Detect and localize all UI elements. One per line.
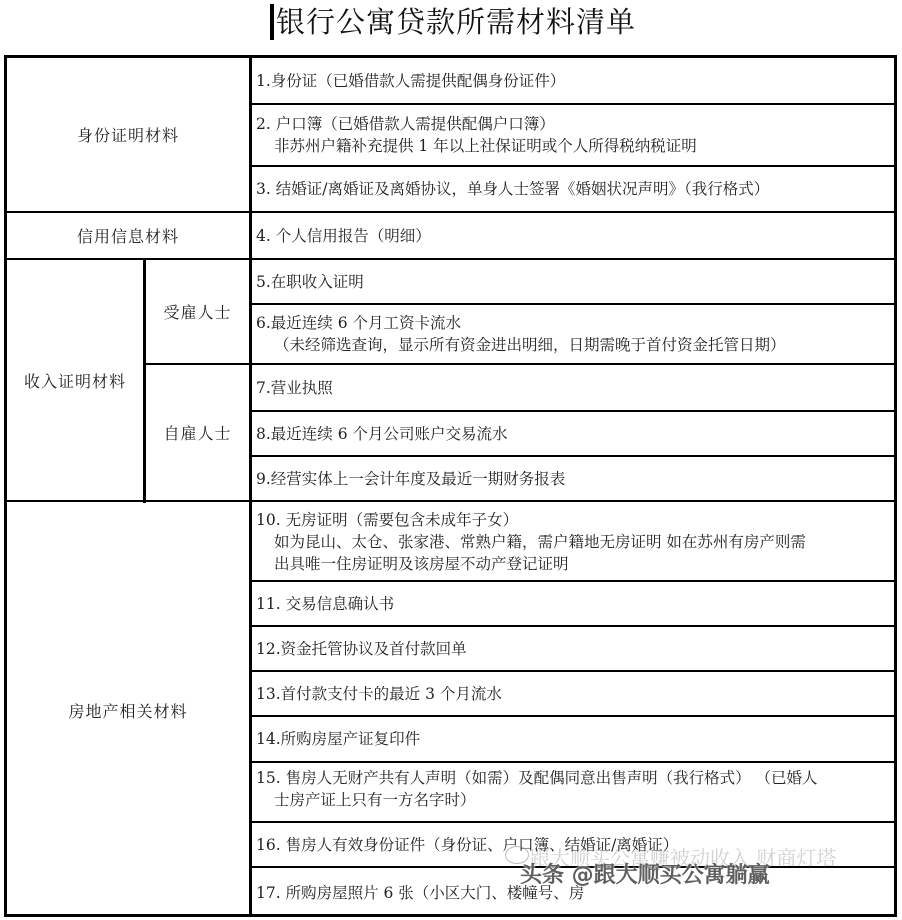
item-subtext: 如为昆山、太仓、张家港、常熟户籍，需户籍地无房证明 如在苏州有房产则需 bbox=[274, 532, 806, 551]
item-subtext: 出具唯一住房证明及该房屋不动产登记证明 bbox=[274, 554, 569, 573]
item-15 bbox=[252, 763, 894, 821]
item-6 bbox=[252, 305, 894, 363]
row-divider bbox=[249, 580, 894, 582]
text-cursor bbox=[270, 4, 274, 40]
document-header bbox=[0, 0, 902, 52]
category-income bbox=[7, 260, 143, 500]
row-divider bbox=[249, 670, 894, 672]
item-text: 4. 个人信用报告（明细） bbox=[256, 226, 431, 245]
item-11 bbox=[252, 582, 894, 625]
category-income-label: 收入证明材料 bbox=[23, 371, 126, 391]
item-text: 15. 售房人无财产共有人声明（如需）及配偶同意出售声明（我行格式） （已婚人 bbox=[256, 769, 818, 787]
item-subtext: （未经筛选查询，显示所有资金进出明细，日期需晚于首付资金托管日期） bbox=[274, 336, 786, 354]
item-7 bbox=[252, 365, 894, 410]
category-identity-label: 身份证明材料 bbox=[76, 125, 179, 145]
item-5 bbox=[252, 260, 894, 303]
item-text: 14.所购房屋产证复印件 bbox=[256, 730, 421, 748]
item-text: 10. 无房证明（需要包含未成年子女） bbox=[256, 510, 519, 529]
category-identity bbox=[7, 58, 249, 210]
item-1 bbox=[252, 58, 894, 103]
row-divider bbox=[7, 258, 894, 260]
row-divider bbox=[249, 715, 894, 717]
item-text: 5.在职收入证明 bbox=[256, 272, 364, 291]
item-4 bbox=[252, 213, 894, 258]
item-8 bbox=[252, 412, 894, 455]
item-12 bbox=[252, 627, 894, 670]
materials-table bbox=[4, 55, 897, 917]
item-text: 13.首付款支付卡的最近 3 个月流水 bbox=[256, 684, 502, 703]
column-divider-income-sub bbox=[143, 258, 146, 503]
item-14 bbox=[252, 717, 894, 761]
item-text: 7.营业执照 bbox=[256, 378, 333, 397]
row-divider bbox=[249, 103, 894, 105]
item-text: 9.经营实体上一会计年度及最近一期财务报表 bbox=[256, 469, 566, 488]
subcategory-self-employed bbox=[146, 365, 249, 500]
subcategory-employed bbox=[146, 260, 249, 363]
row-divider bbox=[249, 455, 894, 457]
item-subtext: 非苏州户籍补充提供 1 年以上社保证明或个人所得税纳税证明 bbox=[274, 137, 697, 155]
row-divider bbox=[7, 500, 894, 502]
row-divider bbox=[249, 303, 894, 305]
column-divider-main bbox=[249, 58, 252, 917]
category-credit-label: 信用信息材料 bbox=[76, 227, 179, 246]
item-3 bbox=[252, 167, 894, 211]
watermark: 头条 @跟大顺买公寓躺赢 bbox=[520, 863, 770, 888]
item-text: 6.最近连续 6 个月工资卡流水 bbox=[256, 314, 462, 332]
item-subtext: 士房产证上只有一方名字时） bbox=[274, 791, 476, 809]
item-10 bbox=[252, 503, 894, 580]
item-text: 8.最近连续 6 个月公司账户交易流水 bbox=[256, 424, 508, 443]
item-text: 1.身份证（已婚借款人需提供配偶身份证件） bbox=[256, 71, 566, 90]
item-text: 3. 结婚证/离婚证及离婚协议，单身人士签署《婚姻状况声明》（我行格式） bbox=[256, 180, 770, 198]
page-title: 银行公寓贷款所需材料清单 bbox=[276, 5, 637, 39]
item-13 bbox=[252, 672, 894, 715]
subcategory-employed-label: 受雇人士 bbox=[163, 303, 232, 322]
row-divider bbox=[249, 410, 894, 412]
category-property-label: 房地产相关材料 bbox=[68, 701, 188, 721]
item-text: 2. 户口簿（已婚借款人需提供配偶户口簿） bbox=[256, 115, 555, 133]
item-text: 16. 售房人有效身份证件（身份证、户口簿、结婚证/离婚证） bbox=[256, 835, 679, 854]
category-property bbox=[7, 503, 249, 917]
item-text: 11. 交易信息确认书 bbox=[256, 594, 395, 613]
item-9 bbox=[252, 457, 894, 500]
row-divider bbox=[249, 625, 894, 627]
row-divider bbox=[249, 761, 894, 763]
item-text: 12.资金托管协议及首付款回单 bbox=[256, 639, 467, 658]
row-divider bbox=[249, 165, 894, 167]
item-2 bbox=[252, 105, 894, 165]
item-text: 17. 所购房屋照片 6 张（小区大门、楼幢号、房 bbox=[256, 883, 585, 902]
row-divider bbox=[143, 363, 894, 365]
watermark-faded: 跟大顺买公寓赚被动收入 财商灯塔 bbox=[530, 846, 837, 870]
row-divider bbox=[249, 821, 894, 823]
subcategory-self-employed-label: 自雇人士 bbox=[163, 424, 232, 443]
category-credit bbox=[7, 213, 249, 258]
row-divider bbox=[7, 211, 894, 213]
